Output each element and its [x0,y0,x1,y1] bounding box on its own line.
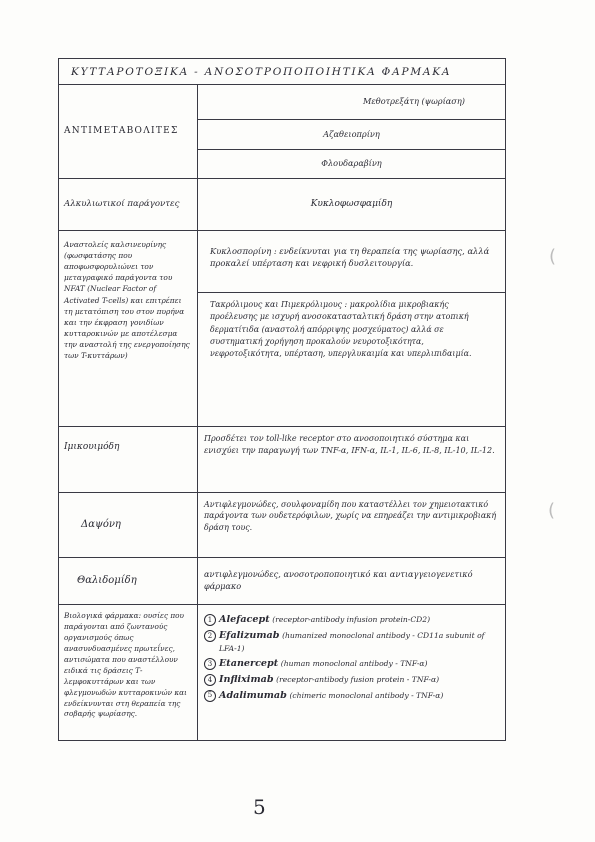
item-number: 4 [204,674,216,686]
list-item [204,629,499,655]
drug-item: Φλουδαραβίνη [321,158,382,169]
list-item [204,689,499,703]
drug-description: (chimeric monoclonal antibody - TNF-α) [289,690,444,700]
row-label: Ιμικουιμόδη [59,427,198,492]
row-label: Βιολογικά φάρμακα: ουσίες που παράγονται από ζωντανούς οργανισμούς όπως ανασυνδυασμένες πρωτεΐνες, αντισώματα που αναστέλλουν ειδικά τις δράσεις Τ-λεμφοκυττάρων και των φλεγμονωδών κυτταροκινών και ενδείκνυνται στη θεραπεία της σοβαρής ψωρίασης. [59,605,198,740]
table-row-thalidomide [59,558,505,605]
row-content [198,231,505,426]
row-label: Θαλιδομίδη [59,558,198,604]
table-row-imiquimod [59,427,505,493]
table-row-dapsone [59,493,505,558]
row-content: Κυκλοφωσφαμίδη [310,198,393,209]
item-number: 5 [204,690,216,702]
item-number: 1 [204,614,216,626]
table-row-alkylating [59,179,505,231]
drug-name: Efalizumab [219,629,280,641]
row-label: Αναστολείς καλσινευρίνης (φωσφατάσης που αποφωσφορυλιώνει τον μεταγραφικό παράγοντα του NFAT (Nuclear Factor of Activated T-cells) και επιτρέπει τη μετατόπιση του στον πυρήνα και την έκφραση γονιδίων κυτταροκινών με αποτέλεσμα την αναστολή της ενεργοποίησης των T-κυττάρων) [59,231,198,426]
table-row-calcineurin [59,231,505,427]
drug-name: Adalimumab [219,689,287,701]
list-item [204,613,499,627]
table-title: ΚΥΤΤΑΡΟΤΟΞΙΚΑ - ΑΝΟΣΟΤΡΟΠΟΠΟΙΗΤΙΚΑ ΦΑΡΜΑΚΑ [59,59,505,85]
table-row-antimetabolites [59,85,505,179]
row-label: Δαψόνη [59,493,198,557]
list-item [204,657,499,671]
biologics-list [198,605,505,740]
tacrolimus-text: Τακρόλιμους και Πιμεκρόλιμους : μακρολίδια μικροβιακής προέλευσης με ισχυρή ανοσοκατασταλτική δράση στην ατοπική δερματίτιδα (αναστολή απόρριψης μοσχεύματος) αλλά σε συστηματική χορήγηση προκαλούν νευροτοξικότητα, νεφροτοξικότητα, υπέρταση, υπεργλυκαιμία και υπερλιπιδαιμία. [210,300,472,358]
page-number: 5 [253,795,266,819]
drug-description: (human monoclonal antibody - TNF-α) [280,658,428,668]
list-item [204,673,499,687]
drug-name: Etanercept [219,657,279,669]
row-content: Προσδέτει τον toll-like receptor στο ανοσοποιητικό σύστημα και ενισχύει την παραγωγή των TNF-α, IFN-α, IL-1, IL-6, IL-8, IL-10, IL-12. [204,434,495,455]
drug-name: Infliximab [219,673,274,685]
drug-item: Αζαθειοπρίνη [198,120,505,150]
margin-mark: ( [548,500,556,521]
drug-item: Μεθοτρεξάτη (ψωρίαση) [198,85,505,120]
cyclosporine-text: Κυκλοσπορίνη : ενδείκνυται για τη θεραπεία της ψωρίασης, αλλά προκαλεί υπέρταση και νεφρική δυσλειτουργία. [198,231,505,293]
drug-description: (receptor-antibody fusion protein - TNF-α) [276,674,440,684]
item-number: 3 [204,658,216,670]
pharmacology-table [58,58,506,741]
row-label: Αλκυλιωτικοί παράγοντες [59,179,198,230]
item-number: 2 [204,630,216,642]
drug-description: (humanized monoclonal antibody - CD11a subunit of LFA-1) [219,630,485,653]
table-row-biologics [59,605,505,740]
drug-list [198,85,505,178]
row-label: ΑΝΤΙΜΕΤΑΒΟΛΙΤΕΣ [59,85,198,178]
drug-name: Alefacept [219,614,270,625]
row-content: αντιφλεγμονώδες, ανοσοτροποποιητικό και αντιαγγειογενετικό φάρμακο [204,569,473,591]
drug-description: (receptor-antibody infusion protein-CD2) [272,615,431,624]
margin-mark: ( [549,246,557,267]
row-content: Αντιφλεγμονώδες, σουλφοναμίδη που καταστέλλει τον χημειοτακτικό παράγοντα των ουδετερόφιλων, χωρίς να επηρεάζει την αντιμικροβιακή δράση τους. [204,500,497,532]
